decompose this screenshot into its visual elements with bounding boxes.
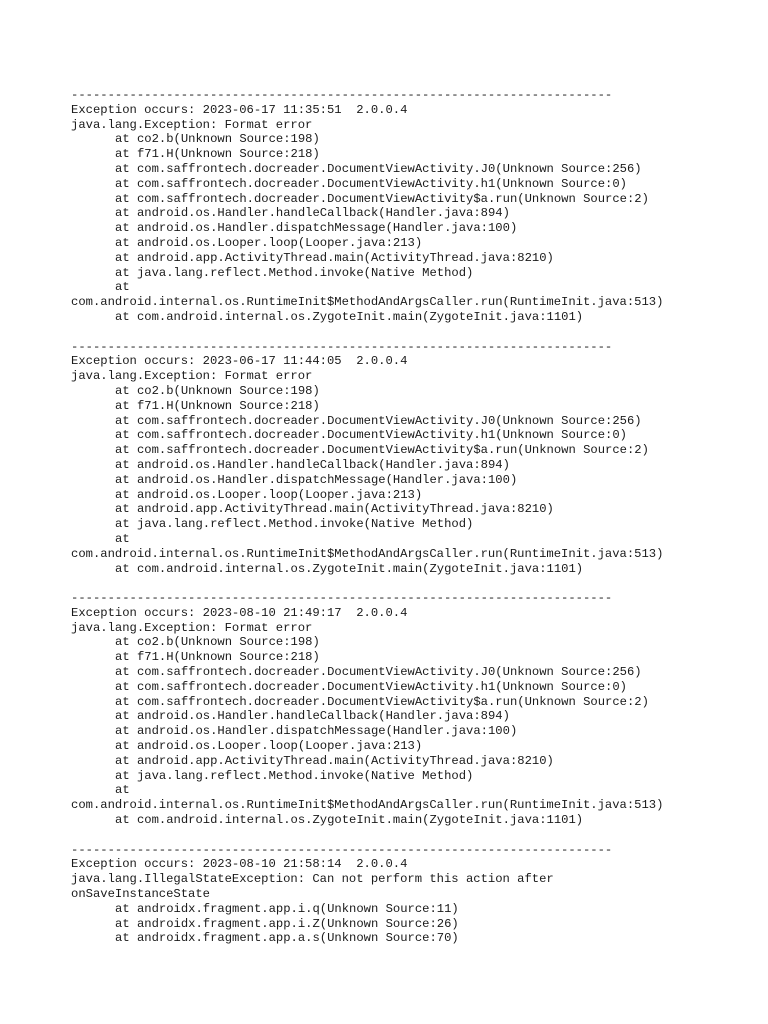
exception-entry	[71, 843, 761, 947]
stack-frame: at android.os.Handler.dispatchMessage(Handler.java:100)	[115, 472, 518, 487]
stack-frame: at com.saffrontech.docreader.DocumentViewActivity$a.run(Unknown Source:2)	[115, 443, 649, 458]
stack-frame: at com.saffrontech.docreader.DocumentViewActivity$a.run(Unknown Source:2)	[115, 694, 649, 709]
stack-frame: at androidx.fragment.app.i.q(Unknown Source:11)	[115, 901, 459, 916]
exception-header: Exception occurs: 2023-08-10 21:49:17 2.0.0.4	[71, 605, 408, 620]
stack-frame: at android.os.Looper.loop(Looper.java:213)	[115, 739, 423, 754]
stack-frame: at android.os.Handler.handleCallback(Handler.java:894)	[115, 206, 510, 221]
stack-frame: at co2.b(Unknown Source:198)	[115, 383, 320, 398]
stack-frame: at com.saffrontech.docreader.DocumentViewActivity$a.run(Unknown Source:2)	[115, 191, 649, 206]
stack-frame: at android.os.Handler.dispatchMessage(Handler.java:100)	[115, 221, 518, 236]
exception-entry	[71, 591, 761, 828]
stack-frame: at com.saffrontech.docreader.DocumentViewActivity.h1(Unknown Source:0)	[115, 176, 627, 191]
stack-frame: at android.os.Handler.dispatchMessage(Handler.java:100)	[115, 724, 518, 739]
stack-frame-wrapped: com.android.internal.os.RuntimeInit$MethodAndArgsCaller.run(RuntimeInit.java:513)	[71, 546, 664, 561]
stack-frame: at com.android.internal.os.ZygoteInit.main(ZygoteInit.java:1101)	[115, 309, 584, 324]
exception-message: java.lang.Exception: Format error	[71, 620, 313, 635]
stack-frame: at	[115, 783, 130, 798]
separator-line: --------------------------------------------------------------------------	[71, 339, 613, 354]
stack-frame: at java.lang.reflect.Method.invoke(Native Method)	[115, 768, 474, 783]
stack-frame: at android.os.Looper.loop(Looper.java:213)	[115, 487, 423, 502]
exception-log	[71, 88, 761, 961]
exception-message: onSaveInstanceState	[71, 887, 210, 902]
exception-message: java.lang.Exception: Format error	[71, 117, 313, 132]
stack-frame: at android.os.Looper.loop(Looper.java:213)	[115, 235, 423, 250]
separator-line: --------------------------------------------------------------------------	[71, 88, 613, 102]
stack-frame: at	[115, 280, 130, 295]
stack-frame: at androidx.fragment.app.a.s(Unknown Source:70)	[115, 931, 459, 946]
stack-frame: at com.saffrontech.docreader.DocumentViewActivity.J0(Unknown Source:256)	[115, 161, 642, 176]
stack-frame: at co2.b(Unknown Source:198)	[115, 132, 320, 147]
stack-frame: at com.android.internal.os.ZygoteInit.main(ZygoteInit.java:1101)	[115, 813, 584, 828]
exception-message: java.lang.IllegalStateException: Can not perform this action after	[71, 872, 554, 887]
stack-frame: at co2.b(Unknown Source:198)	[115, 635, 320, 650]
stack-frame-wrapped: com.android.internal.os.RuntimeInit$MethodAndArgsCaller.run(RuntimeInit.java:513)	[71, 295, 664, 310]
exception-entry	[71, 88, 761, 325]
stack-frame: at	[115, 531, 130, 546]
stack-frame: at com.saffrontech.docreader.DocumentViewActivity.J0(Unknown Source:256)	[115, 665, 642, 680]
stack-frame: at f71.H(Unknown Source:218)	[115, 650, 320, 665]
stack-frame: at com.android.internal.os.ZygoteInit.main(ZygoteInit.java:1101)	[115, 561, 584, 576]
stack-frame: at android.os.Handler.handleCallback(Handler.java:894)	[115, 457, 510, 472]
stack-frame: at java.lang.reflect.Method.invoke(Native Method)	[115, 265, 474, 280]
stack-frame: at f71.H(Unknown Source:218)	[115, 147, 320, 162]
exception-header: Exception occurs: 2023-06-17 11:44:05 2.0.0.4	[71, 354, 408, 369]
stack-frame: at com.saffrontech.docreader.DocumentViewActivity.J0(Unknown Source:256)	[115, 413, 642, 428]
stack-frame: at androidx.fragment.app.i.Z(Unknown Source:26)	[115, 916, 459, 931]
separator-line: --------------------------------------------------------------------------	[71, 842, 613, 857]
exception-entry	[71, 340, 761, 577]
stack-frame: at android.os.Handler.handleCallback(Handler.java:894)	[115, 709, 510, 724]
stack-frame: at com.saffrontech.docreader.DocumentViewActivity.h1(Unknown Source:0)	[115, 679, 627, 694]
stack-frame: at android.app.ActivityThread.main(ActivityThread.java:8210)	[115, 502, 554, 517]
stack-frame-wrapped: com.android.internal.os.RuntimeInit$MethodAndArgsCaller.run(RuntimeInit.java:513)	[71, 798, 664, 813]
exception-header: Exception occurs: 2023-06-17 11:35:51 2.0.0.4	[71, 102, 408, 117]
exception-header: Exception occurs: 2023-08-10 21:58:14 2.0.0.4	[71, 857, 408, 872]
stack-frame: at android.app.ActivityThread.main(ActivityThread.java:8210)	[115, 753, 554, 768]
stack-frame: at java.lang.reflect.Method.invoke(Native Method)	[115, 517, 474, 532]
separator-line: --------------------------------------------------------------------------	[71, 591, 613, 606]
exception-message: java.lang.Exception: Format error	[71, 369, 313, 384]
stack-frame: at android.app.ActivityThread.main(ActivityThread.java:8210)	[115, 250, 554, 265]
stack-frame: at f71.H(Unknown Source:218)	[115, 398, 320, 413]
stack-frame: at com.saffrontech.docreader.DocumentViewActivity.h1(Unknown Source:0)	[115, 428, 627, 443]
